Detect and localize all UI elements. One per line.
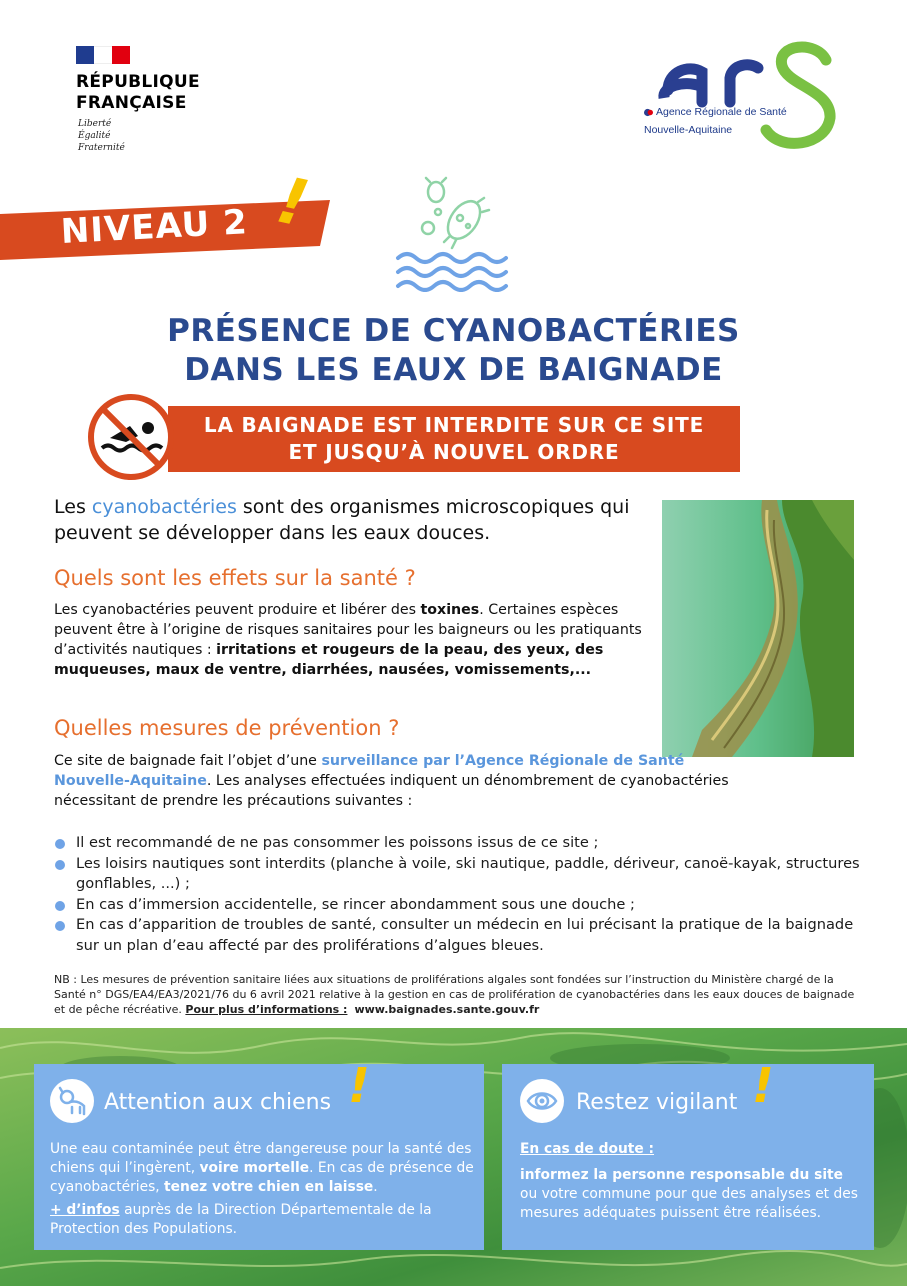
list-item: Les loisirs nautiques sont interdits (planche à voile, ski nautique, paddle, dériveur, canoë-kayak, structures gonflables, ...) ; [54,854,864,895]
list-item: En cas d’immersion accidentelle, se rincer abondamment sous une douche ; [54,895,864,916]
dogs-infos: + d’infos auprès de la Direction Départementale de la Protection des Populations. [50,1202,432,1237]
prevention-text: Ce site de baignade fait l’objet d’une surveillance par l’Agence Régionale de Santé Nouvelle-Aquitaine. Les analyses effectuées indiquent un dénombrement de cyanobactéries nécessitant de prendre les précautions suivantes : [54,753,729,809]
website-url[interactable]: www.baignades.sante.gouv.fr [354,1003,540,1016]
niveau-label: NIVEAU 2 [59,202,249,252]
dogs-exclamation-icon: ! [348,1058,370,1114]
nb-note: NB : Les mesures de prévention sanitaire liées aux situations de proliférations algales sont fondées sur l’instruction du Ministère chargé de la Santé n° DGS/EA4/EA3/2021/76 du 6 avril 2021 relative à la gestion en cas de prolifération de cyanobactéries dans les eaux douces de baignade et de pêche récréative. Pour plus d’informations : www.baignades.sante.gouv.fr [54,973,855,1016]
ban-message: LA BAIGNADE EST INTERDITE SUR CE SITE ET JUSQU’À NOUVEL ORDRE [203,413,705,464]
republique-francaise-name: RÉPUBLIQUE FRANÇAISE [76,72,200,113]
page-title: PRÉSENCE DE CYANOBACTÉRIES DANS LES EAUX DE BAIGNADE [167,313,740,388]
ars-logo [640,40,840,155]
intro-text: Les cyanobactéries sont des organismes microscopiques qui peuvent se développer dans les eaux douces. [54,496,630,544]
ars-surveillance-link: surveillance par l’Agence Régionale de Santé Nouvelle-Aquitaine [54,753,685,789]
republique-motto: Liberté Égalité Fraternité [78,119,125,153]
prevention-heading: Quelles mesures de prévention ? [54,716,400,740]
no-swimming-icon [86,392,176,482]
vigilant-exclamation-icon: ! [752,1058,774,1114]
dog-icon [50,1079,94,1123]
ars-agency-name: Agence Régionale de Santé [656,106,787,118]
dogs-infos-link[interactable]: + d’infos [50,1202,120,1218]
doubt-label: En cas de doute : [520,1141,655,1157]
bacteria-water-icon [392,176,514,292]
cyanobacteria-highlight: cyanobactéries [91,496,237,518]
ars-region-name: Nouvelle-Aquitaine [644,124,733,136]
ars-dot-icon [644,108,653,117]
dogs-text: Une eau contaminée peut être dangereuse pour la santé des chiens qui l’ingèrent, voire mortelle. En cas de présence de cyanobactéries, tenez votre chien en laisse. [50,1141,474,1195]
vigilant-heading: Restez vigilant [576,1090,738,1115]
effects-text: Les cyanobactéries peuvent produire et libérer des toxines. Certaines espèces peuvent être à l’origine de risques sanitaires pour les baigneurs ou les pratiquants d’activités nautiques : irritations et rougeurs de la peau, des yeux, des muqueuses, maux de ventre, diarrhées, nausées, vomissements,... [54,602,642,678]
french-flag [76,46,130,64]
more-info-link[interactable]: Pour plus d’informations : [185,1003,348,1016]
algae-bloom-photo [662,500,854,757]
effects-heading: Quels sont les effets sur la santé ? [54,566,416,590]
dogs-heading: Attention aux chiens [104,1090,332,1115]
precautions-list [54,833,864,956]
niveau-exclamation-icon: ! [270,163,315,243]
vigilant-text: informez la personne responsable du site ou votre commune pour que des analyses et des mesures adéquates puissent être réalisées. [520,1167,858,1221]
eye-icon [520,1079,564,1123]
list-item: En cas d’apparition de troubles de santé, consulter un médecin en lui précisant la pratique de la baignade sur un plan d’eau affecté par des proliférations d’algues bleues. [54,915,864,956]
list-item: Il est recommandé de ne pas consommer les poissons issus de ce site ; [54,833,864,854]
